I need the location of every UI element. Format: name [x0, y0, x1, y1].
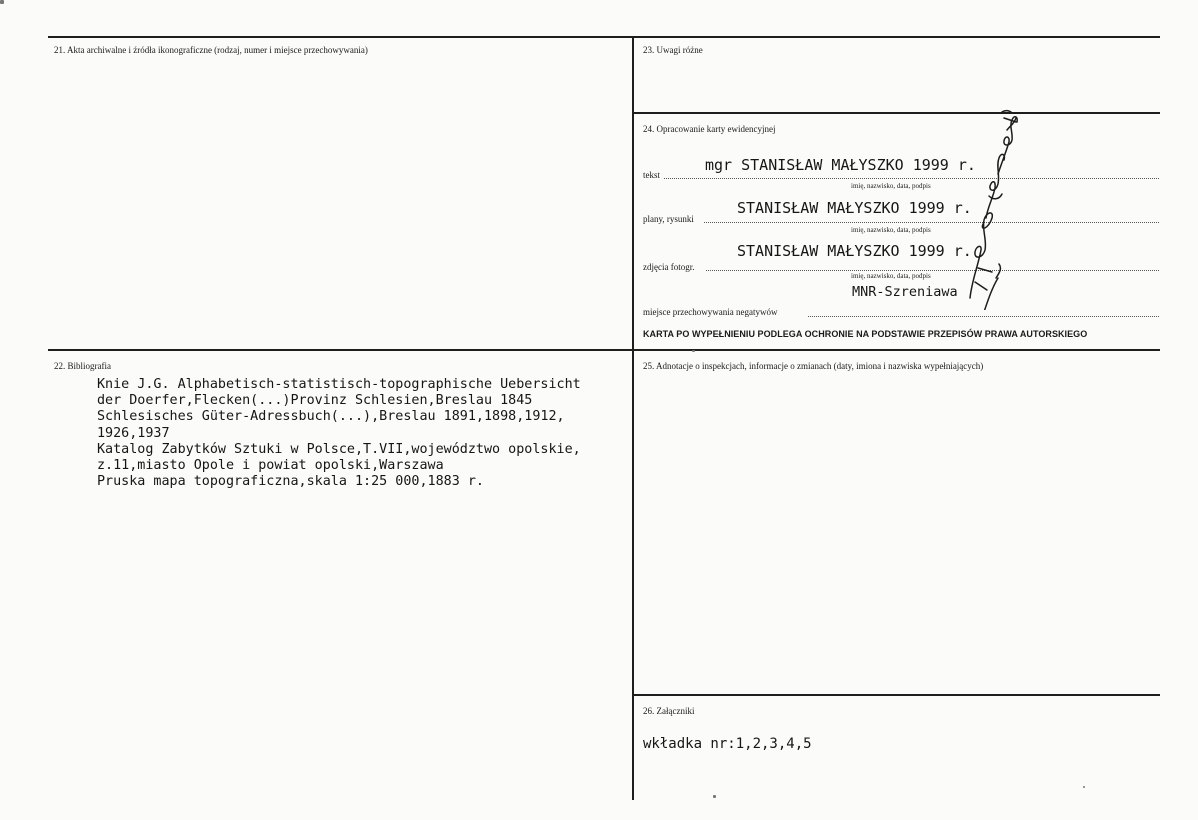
left-middle-rule	[48, 349, 632, 351]
photos-author-hint: imię, nazwisko, data, podpis	[851, 272, 931, 280]
top-rule	[48, 36, 1160, 38]
bibliography-line: der Doerfer,Flecken(...)Provinz Schlesien,Breslau 1845	[97, 393, 533, 409]
section-23-label: 23. Uwagi różne	[643, 45, 703, 55]
plans-author-value: STANISŁAW MAŁYSZKO 1999 r.	[737, 199, 972, 217]
negatives-location-dotted-line	[808, 316, 1159, 317]
bibliography-line: Pruska mapa topograficzna,skala 1:25 000,1883 r.	[97, 474, 484, 490]
photos-author-label: zdjęcia fotogr.	[643, 262, 695, 272]
bibliography-line: Schlesisches Güter-Adressbuch(...),Breslau 1891,1898,1912,	[97, 409, 565, 425]
bibliography-list	[97, 377, 581, 490]
section-21-label: 21. Akta archiwalne i źródła ikonograficzne (rodzaj, numer i miejsce przechowywania)	[54, 45, 368, 55]
section-25-label: 25. Adnotacje o inspekcjach, informacje o zmianach (daty, imiona i nazwiska wypełniających)	[643, 361, 984, 371]
section-23-bottom-rule	[634, 112, 1160, 114]
plans-author-label: plany, rysunki	[643, 214, 694, 224]
attachments-value: wkładka nr:1,2,3,4,5	[643, 736, 812, 752]
plans-author-hint: imię, nazwisko, data, podpis	[851, 226, 931, 234]
text-author-dotted-line	[664, 178, 1159, 179]
section-26-label: 26. Załączniki	[643, 706, 695, 716]
scan-speck	[1083, 786, 1085, 788]
negatives-location-label: miejsce przechowywania negatywów	[643, 307, 778, 317]
center-divider	[632, 36, 634, 800]
section-25-bottom-rule	[634, 694, 1160, 696]
negatives-location-value: MNR-Szreniawa	[852, 284, 958, 300]
section-22-label: 22. Bibliografia	[54, 361, 111, 371]
bibliography-line: Katalog Zabytków Sztuki w Polsce,T.VII,województwo opolskie,	[97, 441, 581, 457]
text-author-value: mgr STANISŁAW MAŁYSZKO 1999 r.	[705, 156, 976, 174]
plans-author-dotted-line	[704, 222, 1159, 223]
text-author-hint: imię, nazwisko, data, podpis	[851, 182, 931, 190]
scan-speck	[0, 0, 4, 4]
handwritten-signature	[958, 100, 1038, 310]
copyright-notice: KARTA PO WYPEŁNIENIU PODLEGA OCHRONIE NA PODSTAWIE PRZEPISÓW PRAWA AUTORSKIEGO	[643, 329, 1088, 339]
photos-author-dotted-line	[706, 270, 1159, 271]
section-24-label: 24. Opracowanie karty ewidencyjnej	[643, 124, 776, 134]
bibliography-line: z.11,miasto Opole i powiat opolski,Warszawa	[97, 458, 444, 474]
right-middle-rule	[634, 349, 1160, 351]
scan-speck	[713, 795, 716, 798]
text-author-label: tekst	[643, 170, 660, 180]
bibliography-line: Knie J.G. Alphabetisch-statistisch-topographische Uebersicht	[97, 377, 581, 392]
photos-author-value: STANISŁAW MAŁYSZKO 1999 r.	[737, 242, 972, 260]
scan-speck	[692, 350, 695, 352]
bibliography-line: 1926,1937	[97, 425, 170, 441]
